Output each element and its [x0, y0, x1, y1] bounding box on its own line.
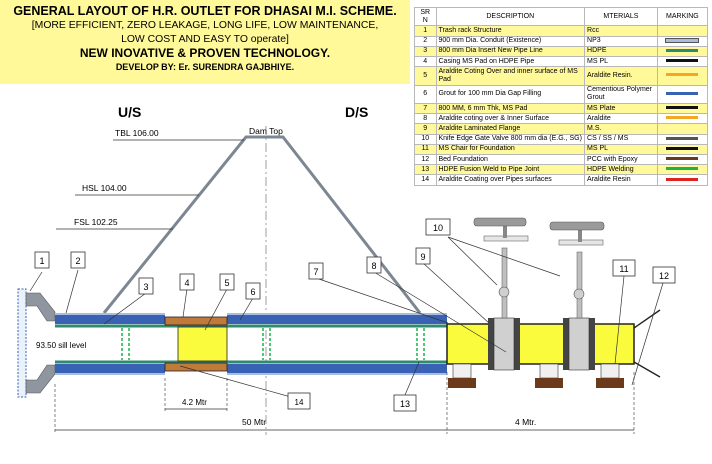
bed-foundation-3 [596, 378, 624, 388]
callout-14 [288, 393, 310, 409]
araldite-pad-section [178, 327, 227, 361]
legend-sr: 1 [415, 26, 437, 36]
ms-chair-2 [540, 364, 558, 378]
callout-9 [416, 248, 430, 264]
legend-material: CS / SS / MS [585, 134, 658, 144]
legend-description: Knife Edge Gate Valve 800 mm dia (E.G., SG) [436, 134, 585, 144]
svg-text:7: 7 [313, 267, 319, 277]
dim-50-label: 50 Mtr [242, 417, 267, 427]
legend-material: Araldite [585, 114, 658, 124]
drawing-title: GENERAL LAYOUT OF H.R. OUTLET FOR DHASAI M.I. SCHEME. [13, 4, 397, 18]
svg-text:12: 12 [658, 271, 670, 281]
legend-sr: 10 [415, 134, 437, 144]
grout-bottom-2 [227, 364, 447, 373]
title-subline-1: [MORE EFFICIENT, ZERO LEAKAGE, LONG LIFE, LOW MAINTENANCE, [31, 20, 379, 31]
bell-mouth-top [26, 293, 55, 321]
bell-mouth-bottom [26, 365, 55, 393]
legend-sr: 4 [415, 57, 437, 67]
legend-description: Bed Foundation [436, 155, 585, 165]
ds-label: D/S [345, 104, 369, 120]
legend-sr: 7 [415, 104, 437, 114]
title-subline-2: LOW COST AND EASY TO operate] [121, 33, 289, 45]
svg-text:11: 11 [619, 264, 629, 274]
legend-material: HDPE Welding [585, 165, 658, 175]
legend-description: Grout for 100 mm Dia Gap Filling [436, 85, 585, 103]
grout-top-2 [227, 315, 447, 324]
svg-text:14: 14 [294, 398, 304, 407]
callout-4 [180, 274, 194, 290]
legend-material: MS PL [585, 144, 658, 154]
dim-4-label: 4 Mtr. [515, 417, 537, 427]
legend-description: Araldite Laminated Flange [436, 124, 585, 134]
callout-10 [426, 219, 450, 235]
legend-material: Rcc [585, 26, 658, 36]
svg-text:5: 5 [224, 278, 230, 288]
legend-description: Araldite coting over & Inner Surface [436, 114, 585, 124]
legend-description: 800 mm Dia Insert New Pipe Line [436, 46, 585, 56]
svg-text:13: 13 [399, 399, 411, 409]
legend-material: MS Plate [585, 104, 658, 114]
bed-foundation-2 [535, 378, 563, 388]
legend-sr: 5 [415, 67, 437, 85]
legend-material: Araldite Resin. [585, 67, 658, 85]
legend-sr: 12 [415, 155, 437, 165]
legend-sr: 3 [415, 46, 437, 56]
svg-text:9: 9 [420, 252, 426, 262]
callout-6 [246, 283, 260, 299]
legend-description: Araldite Coating over Pipes surfaces [436, 175, 585, 185]
legend-header-mark: MARKING [657, 8, 707, 26]
ms-pad-top [165, 317, 227, 325]
callout-11 [613, 260, 635, 276]
legend-description: Araldite Coting Over and inner surface of MS Pad [436, 67, 585, 85]
conduit-top-2 [227, 313, 447, 315]
legend-material: Araldite Resin [585, 175, 658, 185]
legend-sr: 14 [415, 175, 437, 185]
legend-material: MS PL [585, 57, 658, 67]
legend-sr: 13 [415, 165, 437, 175]
dim-42-label: 4.2 Mtr [182, 398, 207, 407]
legend-description: Trash rack Structure [436, 26, 585, 36]
trash-rack [18, 289, 26, 397]
callout-7 [309, 263, 323, 279]
grout-bottom-1 [55, 364, 165, 373]
callout-12 [653, 267, 675, 283]
callout-13 [394, 395, 416, 411]
conduit-top-1 [55, 313, 165, 315]
legend-material: M.S. [585, 124, 658, 134]
legend-description: Casing MS Pad on HDPE Pipe [436, 57, 585, 67]
svg-text:3: 3 [143, 282, 149, 292]
title-technology: NEW INOVATIVE & PROVEN TECHNOLOGY. [79, 46, 331, 60]
ms-pad-bottom [165, 363, 227, 371]
outlet-pipe-ds [447, 324, 634, 364]
svg-text:6: 6 [250, 287, 256, 297]
legend-material: HDPE [585, 46, 658, 56]
callout-8 [367, 257, 381, 273]
legend-header-desc: DESCRIPTION [436, 8, 585, 26]
fsl-label: FSL 102.25 [74, 217, 118, 227]
legend-sr: 6 [415, 85, 437, 103]
legend-header-mat: MTERIALS [585, 8, 658, 26]
title-developer: DEVELOP BY: Er. SURENDRA GAJBHIYE. [115, 62, 295, 72]
hsl-label: HSL 104.00 [82, 183, 127, 193]
legend-description: 900 mm Dia. Conduit (Existence) [436, 36, 585, 46]
us-label: U/S [118, 104, 142, 120]
callout-3 [139, 278, 153, 294]
legend-material: PCC with Epoxy [585, 155, 658, 165]
legend-sr: 11 [415, 144, 437, 154]
ms-chair-3 [601, 364, 619, 378]
svg-text:2: 2 [75, 256, 81, 266]
legend-description: 800 MM, 6 mm Thk, MS Pad [436, 104, 585, 114]
svg-text:1: 1 [39, 256, 45, 266]
sill-level-label: 93.50 sill level [36, 341, 87, 350]
callout-5 [220, 274, 234, 290]
legend-sr: 2 [415, 36, 437, 46]
callout-1 [35, 252, 49, 268]
legend-material: Cementious Polymer Grout [585, 85, 658, 103]
legend-header-sr: SR N [415, 8, 437, 26]
outfall-line-bottom [634, 362, 660, 377]
bed-foundation-1 [448, 378, 476, 388]
legend-material: NP3 [585, 36, 658, 46]
svg-text:4: 4 [184, 278, 190, 288]
ms-chair-1 [453, 364, 471, 378]
legend-sr: 9 [415, 124, 437, 134]
dam-top-label: Dam Top [249, 126, 283, 136]
svg-text:10: 10 [432, 223, 444, 233]
tbl-label: TBL 106.00 [115, 128, 159, 138]
legend-description: MS Chair for Foundation [436, 144, 585, 154]
svg-text:8: 8 [371, 261, 377, 271]
outfall-line-top [634, 310, 660, 328]
callout-2 [71, 252, 85, 268]
legend-sr: 8 [415, 114, 437, 124]
legend-description: HDPE Fusion Weld to Pipe Joint [436, 165, 585, 175]
conduit-bottom-1 [55, 373, 165, 375]
